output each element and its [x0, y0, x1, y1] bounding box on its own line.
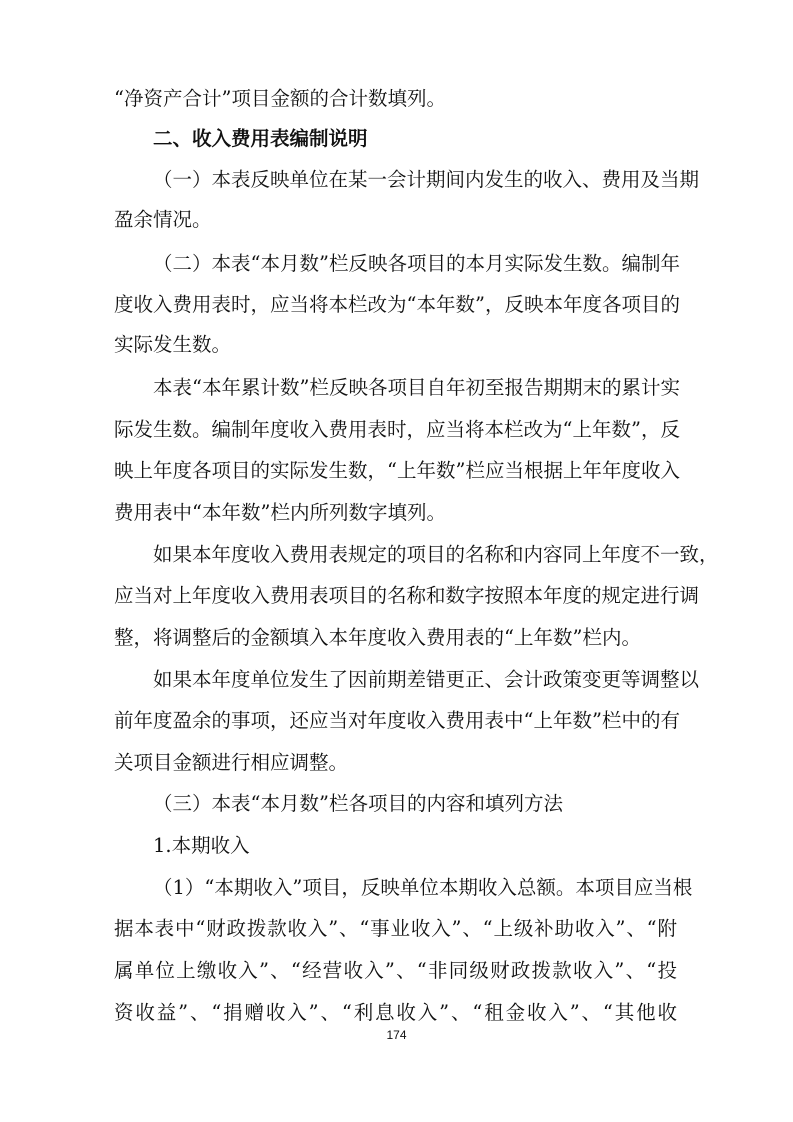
text-line: 1.本期收入	[153, 834, 250, 857]
text-line: （一）本表反映单位在某一会计期间内发生的收入、费用及当期	[153, 168, 700, 191]
text-line: 如果本年度收入费用表规定的项目的名称和内容同上年度不一致，	[153, 543, 719, 566]
text-line: 资收益”、“捐赠收入”、“利息收入”、“租金收入”、“其他收	[114, 1001, 677, 1024]
text-line: 盈余情况。	[114, 208, 212, 231]
section-heading: 二、收入费用表编制说明	[153, 127, 368, 150]
text-line: 本表“本年累计数”栏反映各项目自年初至报告期期末的累计实	[153, 376, 680, 399]
text-line: （1）“本期收入”项目，反映单位本期收入总额。本项目应当根	[153, 876, 693, 899]
text-line: 前年度盈余的事项，还应当对年度收入费用表中“上年数”栏中的有	[114, 709, 680, 732]
text-line: 如果本年度单位发生了因前期差错更正、会计政策变更等调整以	[153, 668, 700, 691]
page-number: 174	[386, 1028, 407, 1042]
text-line: 据本表中“财政拨款收入”、“事业收入”、“上级补助收入”、“附	[114, 917, 677, 940]
text-line: （三）本表“本月数”栏各项目的内容和填列方法	[153, 792, 563, 815]
text-line: 映上年度各项目的实际发生数，“上年数”栏应当根据上年年度收入	[114, 459, 680, 482]
text-line: （二）本表“本月数”栏反映各项目的本月实际发生数。编制年	[153, 252, 680, 275]
text-line: 关项目金额进行相应调整。	[114, 751, 349, 774]
text-line: 应当对上年度收入费用表项目的名称和数字按照本年度的规定进行调	[114, 584, 700, 607]
text-line: 度收入费用表时，应当将本栏改为“本年数”，反映本年度各项目的	[114, 293, 680, 316]
text-line: “净资产合计”项目金额的合计数填列。	[114, 87, 446, 110]
text-line: 属单位上缴收入”、“经营收入”、“非同级财政拨款收入”、“投	[114, 959, 677, 982]
text-line: 费用表中“本年数”栏内所列数字填列。	[114, 501, 446, 524]
text-line: 实际发生数。	[114, 333, 232, 356]
text-line: 际发生数。编制年度收入费用表时，应当将本栏改为“上年数”，反	[114, 418, 680, 441]
text-line: 整，将调整后的金额填入本年度收入费用表的“上年数”栏内。	[114, 626, 641, 649]
